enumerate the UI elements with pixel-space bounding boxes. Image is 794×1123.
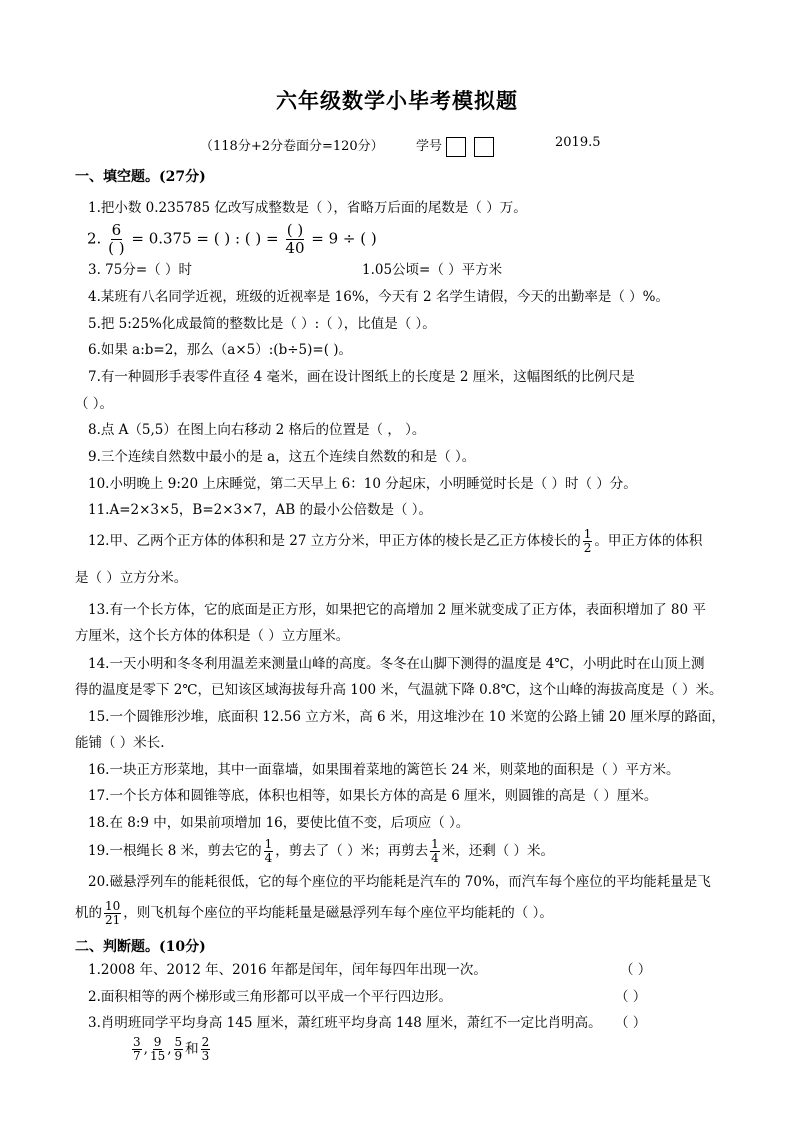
fraction: $\frac{9}{15}$ [149,1035,166,1063]
exam-date: 2019.5 [555,135,601,150]
question-8: 8.点 A（5,5）在图上向右移动 2 格后的位置是（ ， ）。 [88,422,426,438]
fraction: $\frac{( )}{40}$ [285,221,305,257]
section-judge: 二、判断题。(10分) [75,939,206,955]
question-11: 11.A=2×3×5，B=2×3×7，AB 的最小公倍数是（ ）。 [88,502,433,518]
question-3b: 1.05公顷=（ ）平方米 [362,262,503,278]
judge-3: 3.肖明班同学平均身高 145 厘米，萧红班平均身高 148 厘米，萧红不一定比肖明高。 [88,1015,602,1031]
question-4: 4.某班有八名同学近视，班级的近视率是 16%，今天有 2 名学生请假，今天的出勤率是（ ）%。 [88,289,669,305]
question-13: 13.有一个长方体，它的底面是正方形，如果把它的高增加 2 厘米就变成了正方体，表面积增加了 80 平 [88,602,706,618]
fraction: $\frac{6}{( )}$ [108,221,125,257]
question-2: 2. $\frac{6}{( )}$ = 0.375 = ( ) : ( ) = $\frac{( )}{40}$ = 9 ÷ ( ) [87,221,377,257]
student-number-box[interactable] [446,137,466,157]
question-14: 14.一天小明和冬冬利用温差来测量山峰的高度。冬冬在山脚下测得的温度是 4℃，小明此时在山顶上测 [88,656,705,672]
score-info: （118分+2分卷面分=120分） [200,139,384,154]
judge-2: 2.面积相等的两个梯形或三角形都可以平成一个平行四边形。 [88,989,452,1005]
judge-3-answer[interactable]: （ ） [615,1015,647,1031]
question-7: 7.有一种圆形手表零件直径 4 毫米，画在设计图纸上的长度是 2 厘米，这幅图纸的比例尺是 [88,369,635,385]
student-number-label: 学号 [416,139,443,154]
question-1: 1.把小数 0.235785 亿改写成整数是（ ），省略万后面的尾数是（ ）万。 [88,200,527,216]
question-19: 19.一根绳长 8 米，剪去它的 $\frac{1}{4}$ ，剪去了（ ）米；再剪去 $\frac{1}{4}$ 米，还剩（ ）米。 [88,837,555,865]
fraction: $\frac{1}{2}$ [583,527,592,555]
question-6: 6.如果 a:b=2，那么（a×5）:(b÷5)=( )。 [88,342,353,358]
fraction: $\frac{1}{4}$ [264,837,273,865]
question-16: 16.一块正方形菜地，其中一面靠墙，如果围着菜地的篱笆长 24 米，则菜地的面积是（ ）平方米。 [88,762,680,778]
question-18: 18.在 8:9 中，如果前项增加 16，要使比值不变，后项应（ ）。 [88,815,470,831]
page-title: 六年级数学小毕考模拟题 [276,88,518,113]
fraction: $\frac{10}{21}$ [105,899,121,927]
judge-1-answer[interactable]: （ ） [620,962,652,978]
question-17: 17.一个长方体和圆锥等底，体积也相等，如果长方体的高是 6 厘米，则圆锥的高是（ ）厘米。 [88,788,658,804]
question-20-cont: 机的 $\frac{10}{21}$ ，则飞机每个座位的平均能耗量是磁悬浮列车每个座位平均能耗的（ ）。 [75,899,553,927]
fraction: $\frac{5}{9}$ [174,1035,183,1063]
fraction: $\frac{3}{7}$ [133,1035,141,1063]
judge-4: $\frac{3}{7}$ , $\frac{9}{15}$ , $\frac{5}{9}$ 和 $\frac{2}{3}$ [133,1035,210,1063]
question-14-cont: 得的温度是零下 2℃，已知该区域海拔每升高 100 米，气温就下降 0.8℃，这个山峰的海拔高度是（ ）米。 [75,682,723,698]
question-7-cont: （ ）。 [75,396,114,412]
judge-1: 1.2008 年、2012 年、2016 年都是闰年，闰年每四年出现一次。 [88,962,487,978]
question-15-cont: 能铺（ ）米长. [75,735,165,751]
question-9: 9.三个连续自然数中最小的是 a，这五个连续自然数的和是（ ）。 [88,449,476,465]
question-10: 10.小明晚上 9:20 上床睡觉，第二天早上 6：10 分起床，小明睡觉时长是（ ）时（ ）分。 [88,476,637,492]
question-13-cont: 方厘米，这个长方体的体积是（ ）立方厘米。 [75,628,350,644]
question-15: 15.一个圆锥形沙堆，底面积 12.56 立方米，高 6 米，用这堆沙在 10 米宽的公路上铺 20 厘米厚的路面， [88,709,725,725]
judge-2-answer[interactable]: （ ） [615,989,647,1005]
question-12: 12.甲、乙两个正方体的体积和是 27 立方分米，甲正方体的棱长是乙正方体棱长的 $\frac{1}{2}$ 。甲正方体的体积 [88,527,703,555]
question-12-cont: 是（ ）立方分米。 [75,570,188,586]
question-20: 20.磁悬浮列车的能耗很低，它的每个座位的平均能耗是汽车的 70%，而汽车每个座位的平均能耗量是飞 [88,874,711,890]
student-number-box[interactable] [474,137,494,157]
question-3a: 3. 75分=（ ）时 [88,262,192,278]
fraction: $\frac{2}{3}$ [201,1035,210,1063]
student-number [416,135,494,157]
question-5: 5.把 5:25%化成最简的整数比是（ ）:（ ），比值是（ ）。 [88,316,436,332]
fraction: $\frac{1}{4}$ [431,837,439,865]
section-fill-blanks: 一、填空题。(27分) [75,169,206,185]
